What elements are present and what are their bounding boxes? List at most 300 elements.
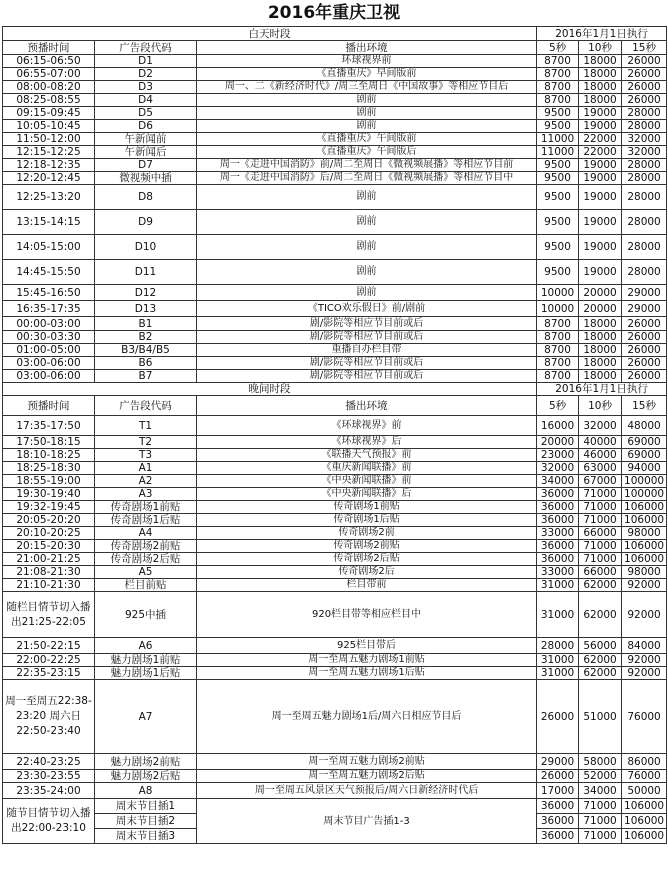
time-cell: 20:05-20:20 (3, 514, 95, 527)
price-10s-cell: 63000 (579, 462, 622, 475)
table-row (3, 592, 667, 638)
time-cell: 20:15-20:30 (3, 540, 95, 553)
table-row (3, 638, 667, 654)
code-cell: D8 (95, 185, 197, 210)
header-code: 广告段代码 (95, 396, 197, 416)
code-cell: B6 (95, 357, 197, 370)
price-5s-cell: 11000 (537, 146, 579, 159)
price-10s-cell: 18000 (579, 344, 622, 357)
code-cell: 925中插 (95, 592, 197, 638)
time-cell: 03:00-06:00 (3, 370, 95, 383)
table-row (3, 449, 667, 462)
env-cell: 《直播重庆》午间版后 (197, 146, 537, 159)
price-5s-cell: 31000 (537, 654, 579, 667)
table-row (3, 235, 667, 260)
table-row (3, 107, 667, 120)
price-5s-cell: 34000 (537, 475, 579, 488)
price-5s-cell: 26000 (537, 680, 579, 754)
price-5s-cell: 8700 (537, 317, 579, 331)
price-10s-cell: 51000 (579, 680, 622, 754)
price-15s-cell: 26000 (622, 55, 667, 68)
price-10s-cell: 34000 (579, 783, 622, 799)
price-15s-cell: 106000 (622, 814, 667, 829)
code-cell: 周末节目插3 (95, 829, 197, 844)
section-effective-date: 2016年1月1日执行 (537, 383, 667, 396)
price-10s-cell: 66000 (579, 527, 622, 540)
price-15s-cell: 92000 (622, 667, 667, 680)
time-cell: 16:35-17:35 (3, 301, 95, 317)
code-cell: A5 (95, 566, 197, 579)
price-10s-cell: 20000 (579, 301, 622, 317)
price-15s-cell: 28000 (622, 185, 667, 210)
code-cell: 午新闻后 (95, 146, 197, 159)
page-title: 2016年重庆卫视 (267, 3, 401, 23)
env-cell: 传奇剧场2后贴 (197, 553, 537, 566)
price-15s-cell: 26000 (622, 94, 667, 107)
time-cell: 18:10-18:25 (3, 449, 95, 462)
section-label: 晚间时段 (3, 383, 537, 396)
price-5s-cell: 20000 (537, 436, 579, 449)
env-cell: 环球视界前 (197, 55, 537, 68)
price-10s-cell: 62000 (579, 579, 622, 592)
price-10s-cell: 19000 (579, 120, 622, 133)
env-cell: 《环球视界》前 (197, 416, 537, 436)
table-row (3, 416, 667, 436)
code-cell: D1 (95, 55, 197, 68)
price-10s-cell: 58000 (579, 754, 622, 770)
header-code: 广告段代码 (95, 41, 197, 55)
code-cell: D9 (95, 210, 197, 235)
env-cell: 920栏目带等相应栏目中 (197, 592, 537, 638)
code-cell: 周末节目插2 (95, 814, 197, 829)
code-cell: 魅力剧场1前贴 (95, 654, 197, 667)
price-10s-cell: 40000 (579, 436, 622, 449)
price-10s-cell: 18000 (579, 357, 622, 370)
header-10s: 10秒 (579, 41, 622, 55)
table-row (3, 488, 667, 501)
time-cell: 14:05-15:00 (3, 235, 95, 260)
table-row (3, 159, 667, 172)
price-15s-cell: 28000 (622, 107, 667, 120)
column-header-row (3, 41, 667, 55)
env-cell: 周一、二《新经济时代》/周三至周日《中国故事》等相应节目后 (197, 81, 537, 94)
table-row (3, 783, 667, 799)
table-row (3, 566, 667, 579)
price-5s-cell: 10000 (537, 301, 579, 317)
price-15s-cell: 48000 (622, 416, 667, 436)
code-cell: T1 (95, 416, 197, 436)
env-cell: 传奇剧场2后 (197, 566, 537, 579)
code-cell: A4 (95, 527, 197, 540)
price-5s-cell: 36000 (537, 501, 579, 514)
price-10s-cell: 20000 (579, 285, 622, 301)
price-10s-cell: 18000 (579, 317, 622, 331)
price-15s-cell: 92000 (622, 592, 667, 638)
env-cell: 《中央新闻联播》后 (197, 488, 537, 501)
price-15s-cell: 28000 (622, 172, 667, 185)
price-5s-cell: 28000 (537, 638, 579, 654)
price-15s-cell: 28000 (622, 235, 667, 260)
table-row (3, 172, 667, 185)
price-5s-cell: 31000 (537, 579, 579, 592)
price-10s-cell: 22000 (579, 146, 622, 159)
code-cell: D3 (95, 81, 197, 94)
env-cell: 传奇剧场1后贴 (197, 514, 537, 527)
price-10s-cell: 18000 (579, 81, 622, 94)
table-row (3, 553, 667, 566)
env-cell: 传奇剧场1前贴 (197, 501, 537, 514)
price-10s-cell: 71000 (579, 540, 622, 553)
env-cell: 剧/影院等相应节目前或后 (197, 317, 537, 331)
time-cell: 21:08-21:30 (3, 566, 95, 579)
price-10s-cell: 46000 (579, 449, 622, 462)
env-cell: 剧前 (197, 260, 537, 285)
env-cell: 周一至周五魅力剧场1后/周六日相应节目后 (197, 680, 537, 754)
table-row (3, 667, 667, 680)
price-5s-cell: 8700 (537, 357, 579, 370)
table-row (3, 94, 667, 107)
price-15s-cell: 26000 (622, 370, 667, 383)
price-15s-cell: 28000 (622, 260, 667, 285)
price-15s-cell: 98000 (622, 527, 667, 540)
code-cell: A1 (95, 462, 197, 475)
price-15s-cell: 106000 (622, 540, 667, 553)
price-15s-cell: 94000 (622, 462, 667, 475)
time-cell: 23:35-24:00 (3, 783, 95, 799)
price-5s-cell: 31000 (537, 667, 579, 680)
section-header-row (3, 27, 667, 41)
rate-table (2, 26, 667, 844)
header-env: 播出环境 (197, 396, 537, 416)
table-row (3, 680, 667, 754)
env-cell: 重播自办栏目带 (197, 344, 537, 357)
time-cell: 06:15-06:50 (3, 55, 95, 68)
env-cell: 剧前 (197, 210, 537, 235)
price-15s-cell: 76000 (622, 770, 667, 783)
table-row (3, 475, 667, 488)
section-label: 白天时段 (3, 27, 537, 41)
price-15s-cell: 106000 (622, 553, 667, 566)
price-10s-cell: 71000 (579, 488, 622, 501)
table-row (3, 68, 667, 81)
price-5s-cell: 10000 (537, 285, 579, 301)
env-cell: 《环球视界》后 (197, 436, 537, 449)
time-cell: 21:10-21:30 (3, 579, 95, 592)
env-cell: 剧前 (197, 94, 537, 107)
price-5s-cell: 33000 (537, 566, 579, 579)
table-row (3, 210, 667, 235)
env-cell: 传奇剧场2前 (197, 527, 537, 540)
price-15s-cell: 106000 (622, 501, 667, 514)
price-5s-cell: 8700 (537, 94, 579, 107)
time-cell: 14:45-15:50 (3, 260, 95, 285)
price-5s-cell: 9500 (537, 159, 579, 172)
price-5s-cell: 9500 (537, 120, 579, 133)
price-10s-cell: 22000 (579, 133, 622, 146)
price-10s-cell: 62000 (579, 667, 622, 680)
price-10s-cell: 71000 (579, 501, 622, 514)
code-cell: D10 (95, 235, 197, 260)
price-5s-cell: 17000 (537, 783, 579, 799)
code-cell: D12 (95, 285, 197, 301)
code-cell: D5 (95, 107, 197, 120)
env-cell: 《直播重庆》早间版前 (197, 68, 537, 81)
code-cell: B2 (95, 331, 197, 344)
time-cell: 09:15-09:45 (3, 107, 95, 120)
price-15s-cell: 32000 (622, 146, 667, 159)
price-15s-cell: 86000 (622, 754, 667, 770)
price-5s-cell: 8700 (537, 68, 579, 81)
code-cell: T2 (95, 436, 197, 449)
price-10s-cell: 19000 (579, 107, 622, 120)
code-cell: 微视频中插 (95, 172, 197, 185)
price-5s-cell: 36000 (537, 514, 579, 527)
header-env: 播出环境 (197, 41, 537, 55)
env-cell: 传奇剧场2前贴 (197, 540, 537, 553)
price-15s-cell: 26000 (622, 317, 667, 331)
time-cell: 17:35-17:50 (3, 416, 95, 436)
price-10s-cell: 71000 (579, 553, 622, 566)
price-15s-cell: 28000 (622, 210, 667, 235)
price-15s-cell: 50000 (622, 783, 667, 799)
price-5s-cell: 36000 (537, 814, 579, 829)
price-5s-cell: 26000 (537, 770, 579, 783)
column-header-row (3, 396, 667, 416)
env-cell: 周一至周五魅力剧场1后贴 (197, 667, 537, 680)
env-cell: 《联播天气预报》前 (197, 449, 537, 462)
price-10s-cell: 19000 (579, 210, 622, 235)
price-15s-cell: 26000 (622, 357, 667, 370)
price-5s-cell: 23000 (537, 449, 579, 462)
rate-table-body (3, 27, 667, 844)
env-cell: 周一至周五魅力剧场2后贴 (197, 770, 537, 783)
time-cell: 00:30-03:30 (3, 331, 95, 344)
price-10s-cell: 19000 (579, 235, 622, 260)
env-cell: 剧前 (197, 120, 537, 133)
time-cell: 11:50-12:00 (3, 133, 95, 146)
time-cell: 17:50-18:15 (3, 436, 95, 449)
env-cell: 周末节目广告插1-3 (197, 799, 537, 844)
price-15s-cell: 29000 (622, 301, 667, 317)
table-row (3, 260, 667, 285)
price-15s-cell: 100000 (622, 488, 667, 501)
price-5s-cell: 9500 (537, 172, 579, 185)
price-10s-cell: 71000 (579, 814, 622, 829)
price-10s-cell: 71000 (579, 514, 622, 527)
code-cell: D13 (95, 301, 197, 317)
time-cell: 18:25-18:30 (3, 462, 95, 475)
table-row (3, 133, 667, 146)
code-cell: D4 (95, 94, 197, 107)
table-row (3, 770, 667, 783)
price-5s-cell: 32000 (537, 462, 579, 475)
time-cell: 06:55-07:00 (3, 68, 95, 81)
price-5s-cell: 11000 (537, 133, 579, 146)
price-5s-cell: 36000 (537, 799, 579, 814)
price-15s-cell: 32000 (622, 133, 667, 146)
price-5s-cell: 9500 (537, 235, 579, 260)
price-10s-cell: 71000 (579, 829, 622, 844)
table-row (3, 185, 667, 210)
header-time: 预播时间 (3, 396, 95, 416)
time-cell: 22:00-22:25 (3, 654, 95, 667)
header-5s: 5秒 (537, 396, 579, 416)
env-cell: 周一至周五魅力剧场1前贴 (197, 654, 537, 667)
price-5s-cell: 29000 (537, 754, 579, 770)
time-cell: 20:10-20:25 (3, 527, 95, 540)
price-5s-cell: 9500 (537, 107, 579, 120)
price-15s-cell: 26000 (622, 68, 667, 81)
code-cell: B3/B4/B5 (95, 344, 197, 357)
time-cell: 13:15-14:15 (3, 210, 95, 235)
env-cell: 925栏目带后 (197, 638, 537, 654)
price-5s-cell: 36000 (537, 488, 579, 501)
table-row (3, 120, 667, 133)
price-10s-cell: 32000 (579, 416, 622, 436)
price-15s-cell: 69000 (622, 436, 667, 449)
price-15s-cell: 26000 (622, 344, 667, 357)
code-cell: D11 (95, 260, 197, 285)
env-cell: 剧/影院等相应节目前或后 (197, 357, 537, 370)
price-5s-cell: 33000 (537, 527, 579, 540)
price-10s-cell: 18000 (579, 68, 622, 81)
price-15s-cell: 84000 (622, 638, 667, 654)
code-cell: 魅力剧场1后贴 (95, 667, 197, 680)
time-cell: 22:40-23:25 (3, 754, 95, 770)
price-15s-cell: 106000 (622, 829, 667, 844)
code-cell: A8 (95, 783, 197, 799)
price-5s-cell: 16000 (537, 416, 579, 436)
time-cell: 15:45-16:50 (3, 285, 95, 301)
price-5s-cell: 36000 (537, 553, 579, 566)
table-row (3, 501, 667, 514)
code-cell: 传奇剧场1前贴 (95, 501, 197, 514)
table-row (3, 654, 667, 667)
table-row (3, 357, 667, 370)
table-row (3, 146, 667, 159)
time-cell: 23:30-23:55 (3, 770, 95, 783)
price-10s-cell: 19000 (579, 185, 622, 210)
price-10s-cell: 19000 (579, 172, 622, 185)
env-cell: 剧前 (197, 235, 537, 260)
env-cell: 栏目带前 (197, 579, 537, 592)
time-cell: 周一至周五22:38-23:20 周六日22:50-23:40 (3, 680, 95, 754)
code-cell: A6 (95, 638, 197, 654)
time-cell: 08:25-08:55 (3, 94, 95, 107)
env-cell: 周一至周五魅力剧场2前贴 (197, 754, 537, 770)
time-cell: 19:30-19:40 (3, 488, 95, 501)
time-cell: 22:35-23:15 (3, 667, 95, 680)
price-10s-cell: 18000 (579, 331, 622, 344)
table-row (3, 579, 667, 592)
env-cell: 剧/影院等相应节目前或后 (197, 370, 537, 383)
code-cell: 传奇剧场2前贴 (95, 540, 197, 553)
table-row (3, 301, 667, 317)
price-5s-cell: 8700 (537, 331, 579, 344)
price-10s-cell: 67000 (579, 475, 622, 488)
env-cell: 周一《走进中国消防》后/周二至周日《微视频展播》等相应节目中 (197, 172, 537, 185)
price-15s-cell: 106000 (622, 514, 667, 527)
code-cell: 午新闻前 (95, 133, 197, 146)
env-cell: 《TICO欢乐假日》前/剧前 (197, 301, 537, 317)
header-15s: 15秒 (622, 41, 667, 55)
price-10s-cell: 18000 (579, 94, 622, 107)
code-cell: 魅力剧场2前贴 (95, 754, 197, 770)
price-15s-cell: 98000 (622, 566, 667, 579)
table-row (3, 436, 667, 449)
table-row (3, 370, 667, 383)
price-15s-cell: 69000 (622, 449, 667, 462)
table-row (3, 344, 667, 357)
price-5s-cell: 8700 (537, 370, 579, 383)
price-10s-cell: 52000 (579, 770, 622, 783)
price-5s-cell: 9500 (537, 260, 579, 285)
price-15s-cell: 92000 (622, 579, 667, 592)
code-cell: D6 (95, 120, 197, 133)
code-cell: 魅力剧场2后贴 (95, 770, 197, 783)
price-5s-cell: 9500 (537, 210, 579, 235)
time-cell: 00:00-03:00 (3, 317, 95, 331)
price-10s-cell: 62000 (579, 592, 622, 638)
table-row (3, 540, 667, 553)
price-5s-cell: 31000 (537, 592, 579, 638)
time-cell: 12:15-12:25 (3, 146, 95, 159)
section-effective-date: 2016年1月1日执行 (537, 27, 667, 41)
price-10s-cell: 19000 (579, 159, 622, 172)
table-row (3, 55, 667, 68)
env-cell: 《重庆新闻联播》前 (197, 462, 537, 475)
price-5s-cell: 8700 (537, 81, 579, 94)
code-cell: A3 (95, 488, 197, 501)
header-10s: 10秒 (579, 396, 622, 416)
price-10s-cell: 18000 (579, 370, 622, 383)
table-row (3, 285, 667, 301)
time-cell: 03:00-06:00 (3, 357, 95, 370)
price-15s-cell: 100000 (622, 475, 667, 488)
code-cell: B7 (95, 370, 197, 383)
price-10s-cell: 18000 (579, 55, 622, 68)
code-cell: A7 (95, 680, 197, 754)
code-cell: 栏目前贴 (95, 579, 197, 592)
time-cell: 12:18-12:35 (3, 159, 95, 172)
price-10s-cell: 71000 (579, 799, 622, 814)
time-cell: 10:05-10:45 (3, 120, 95, 133)
price-15s-cell: 76000 (622, 680, 667, 754)
price-15s-cell: 29000 (622, 285, 667, 301)
code-cell: 传奇剧场2后贴 (95, 553, 197, 566)
env-cell: 剧前 (197, 185, 537, 210)
price-15s-cell: 28000 (622, 120, 667, 133)
time-cell: 18:55-19:00 (3, 475, 95, 488)
env-cell: 剧/影院等相应节目前或后 (197, 331, 537, 344)
time-cell: 12:20-12:45 (3, 172, 95, 185)
table-row (3, 462, 667, 475)
time-cell: 08:00-08:20 (3, 81, 95, 94)
code-cell: A2 (95, 475, 197, 488)
table-row (3, 514, 667, 527)
price-5s-cell: 8700 (537, 55, 579, 68)
code-cell: B1 (95, 317, 197, 331)
code-cell: D7 (95, 159, 197, 172)
table-row (3, 331, 667, 344)
table-row (3, 81, 667, 94)
time-cell: 随节目情节切入播出22:00-23:10 (3, 799, 95, 844)
price-15s-cell: 26000 (622, 331, 667, 344)
code-cell: T3 (95, 449, 197, 462)
env-cell: 《中央新闻联播》前 (197, 475, 537, 488)
table-row (3, 754, 667, 770)
code-cell: 传奇剧场1后贴 (95, 514, 197, 527)
